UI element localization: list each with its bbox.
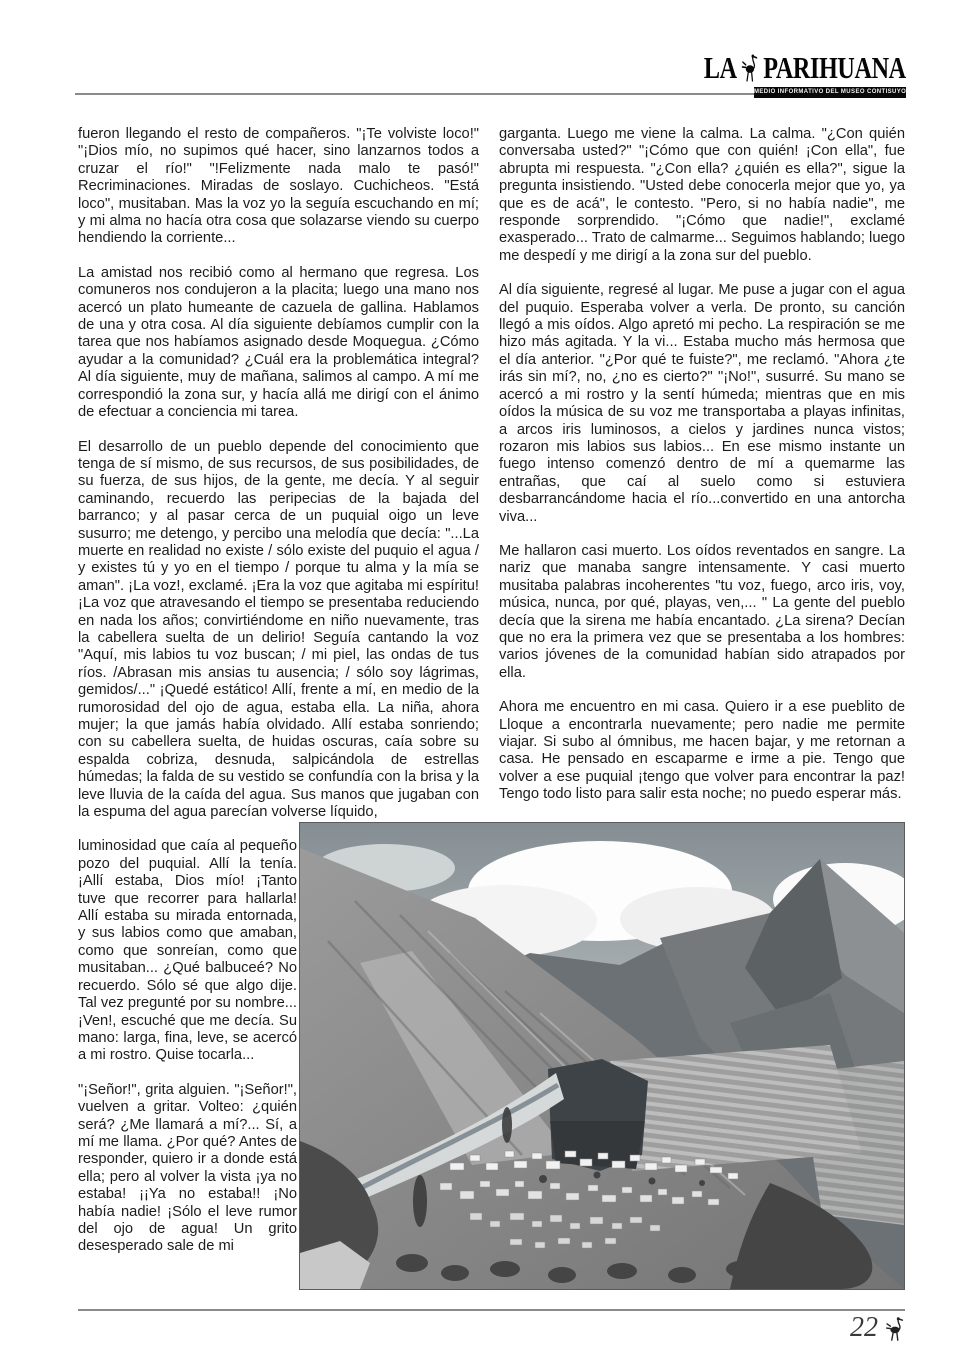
paragraph: fueron llegando el resto de compañeros. "¡Te volviste loco!" "¡Dios mío, no supimos qué hacer, sino lanzarnos todos a cruzar el río!" "!Felizmente nada malo te pasó!" Recriminaciones. Miradas de soslayo. Cuchicheos. "Está loco", musitaban. Mas la voz yo la seguía escuchando en mí; y mi alma no hacía otra cosa que solazarse viendo su cuerpo hendiendo la corriente...	[78, 126, 479, 247]
flamingo-icon	[885, 1316, 905, 1342]
footer	[850, 1313, 905, 1343]
flamingo-icon	[740, 53, 760, 83]
footer-rule	[78, 1309, 905, 1311]
landscape-photo	[300, 823, 904, 1289]
masthead-title-prefix: LA	[704, 50, 738, 85]
left-column-narrow	[78, 838, 297, 1255]
paragraph: El desarrollo de un pueblo depende del conocimiento que tenga de sí mismo, de sus recursos, de sus posibilidades, de su fuerza, de sus hijos, de la gente, me decía. Y al seguir caminando, recuerdo las peripecias de la bajada del barranco; y al pasar cerca de un puquial oigo un leve susurro; me detengo, y percibo una melodía que decía: "...La muerte en realidad no existe / sólo existe del puquio el agua / y existes tú y yo en el tiempo / porque tu alma y la mía se aman". ¡La voz!, exclamé. ¡Era la voz que agitaba mi espíritu! ¡La voz que atravesando el tiempo se presentaba reduciendo en nada los años; convirtiéndome en niño nuevamente, tras la cabellera suelta de un delirio! Seguía cantando la voz "Aquí, mis labios tu voz buscan; / mi piel, las ondas de tus ríos. /Abrasan mis ansias tu ausencia; / sólo soy lágrimas, gemidos/..." ¡Quedé estático! Allí, frente a mí, en medio de la rumorosidad del ojo de agua, estaba ella. La niña, ahora mujer; la que jamás había olvidado. Allí estaba sonriendo; con su cabellera suelta, de huidas oscuras, caía sobre su espalda cobriza, desnuda, salpicándola de estrellas húmedas; la falda de su vestido se confundía con la brisa y la leve lluvia de la caída del agua. Sus manos que jugaban con la espuma del agua parecían volverse líquido,	[78, 438, 479, 821]
masthead-title-main: PARIHUANA	[763, 50, 906, 85]
paragraph: garganta. Luego me viene la calma. La calma. "¿Con quién conversaba usted?" "¡Cómo que con quién! ¡Con ella", fue abrupta mi respuesta. "¿Con ella? ¿quién es ella?", sigue la pregunta insistiendo. "Usted debe conocerla mejor que yo, ya que es de acá", le contesto. "Pero, si no había nadie", me responde sorprendido. "¡Cómo que nadie!", exclamé exasperado... Trato de calmarme... Seguimos hablando; luego me despedí y me dirigí a la zona sur del pueblo.	[499, 126, 905, 264]
masthead-tagline: MEDIO INFORMATIVO DEL MUSEO CONTISUYO	[754, 87, 906, 98]
paragraph: La amistad nos recibió como al hermano que regresa. Los comuneros nos condujeron a la placita; luego una mano nos acercó un plato humeante de cazuela de gallina. Hablamos de una y otra cosa. Al día siguiente debíamos cumplir con la tarea que nos habíamos asignado desde Moquegua. ¿Cómo ayudar a la comunidad? ¿Cuál era la problemática integral? Al día siguiente, muy de mañana, salimos al campo. A mí me correspondió la zona sur, y hacía allá me dirigí con el ánimo de efectuar a conciencia mi tarea.	[78, 264, 479, 421]
paragraph: Al día siguiente, regresé al lugar. Me puse a jugar con el agua del puquio. Esperaba volver a verla. De pronto, su canción llegó a mis oídos. Algo apretó mi pecho. La respiración se me hizo más agitada. Y la vi... Estaba mucho más hermosa que el día anterior. "¿Por qué te fuiste?", me reclamó. "Ahora ¿te irás sin mí?, no, ¿no es cierto?" "¡No!", susurré. Su mano se acercó a mi rostro y la sentí húmeda; mientras que en mis oídos la música de su voz me transportaba a playas infinitas, a arcos iris luminosos, a cielos y jardines nunca vistos; rozaron mis labios sus labios... En ese mismo instante un fuego intenso comenzó dentro de mí a quemarme las entrañas, que caí al suelo como si estuviera desbarrancándome hacia el río...convertido en una antorcha viva...	[499, 282, 905, 525]
masthead-title	[704, 50, 906, 86]
right-column	[499, 126, 905, 821]
masthead-logo	[647, 50, 906, 98]
paragraph: Ahora me encuentro en mi casa. Quiero ir a ese pueblito de Lloque a encontrarla nuevamente; pero nadie me permite viajar. Si subo al ómnibus, me hacen bajar, y me retornan a casa. He pensado en escaparme e irme a pie. Tengo que volver a ese puquial ¡tengo que volver para encontrar la paz! Tengo todo listo para salir esta noche; no puedo esperar más.	[499, 699, 905, 803]
page-number: 22	[850, 1312, 878, 1343]
paragraph: Me hallaron casi muerto. Los oídos reventados en sangre. La nariz que manaba sangre intensamente. Y casi muerto musitaba palabras incoherentes "tu voz, fuego, arco iris, voy, música, nunca, por qué, playas, ven,... " La gente del pueblo decía que la sirena me había encantado. ¿La sirena? Decían que no era la primera vez que se presentaba a los hombres: varios jóvenes de la comunidad habían sido atrapados por ella.	[499, 542, 905, 681]
paragraph: "¡Señor!", grita alguien. "¡Señor!", vuelven a gritar. Volteo: ¿quién será? ¿Me llamará a mí?... Sí, a mí me llama. ¿Por qué? Antes de responder, quiero ir a donde está ella; pero al volver la vista ¡ya no estaba! ¡¡Ya no estaba!! ¡No había nadie! ¡Sólo el leve rumor del ojo de agua! Un grito desesperado sale de mi	[78, 1081, 297, 1255]
paragraph: luminosidad que caía al pequeño pozo del puquial. Allí la tenía. ¡Allí estaba, Dios mío! ¡Tanto tuve que recorrer para hallarla! Allí estaba su mirada entornada, y sus labios como que amaban, como que sonreían, como que musitaban... ¿Qué balbuceé? No recuerdo. Sólo sé que algo dije. Tal vez pregunté por su nombre... ¡Ven!, escuché que me decía. Su mano: larga, fina, leve, se acercó a mi rostro. Quise tocarla...	[78, 838, 297, 1064]
